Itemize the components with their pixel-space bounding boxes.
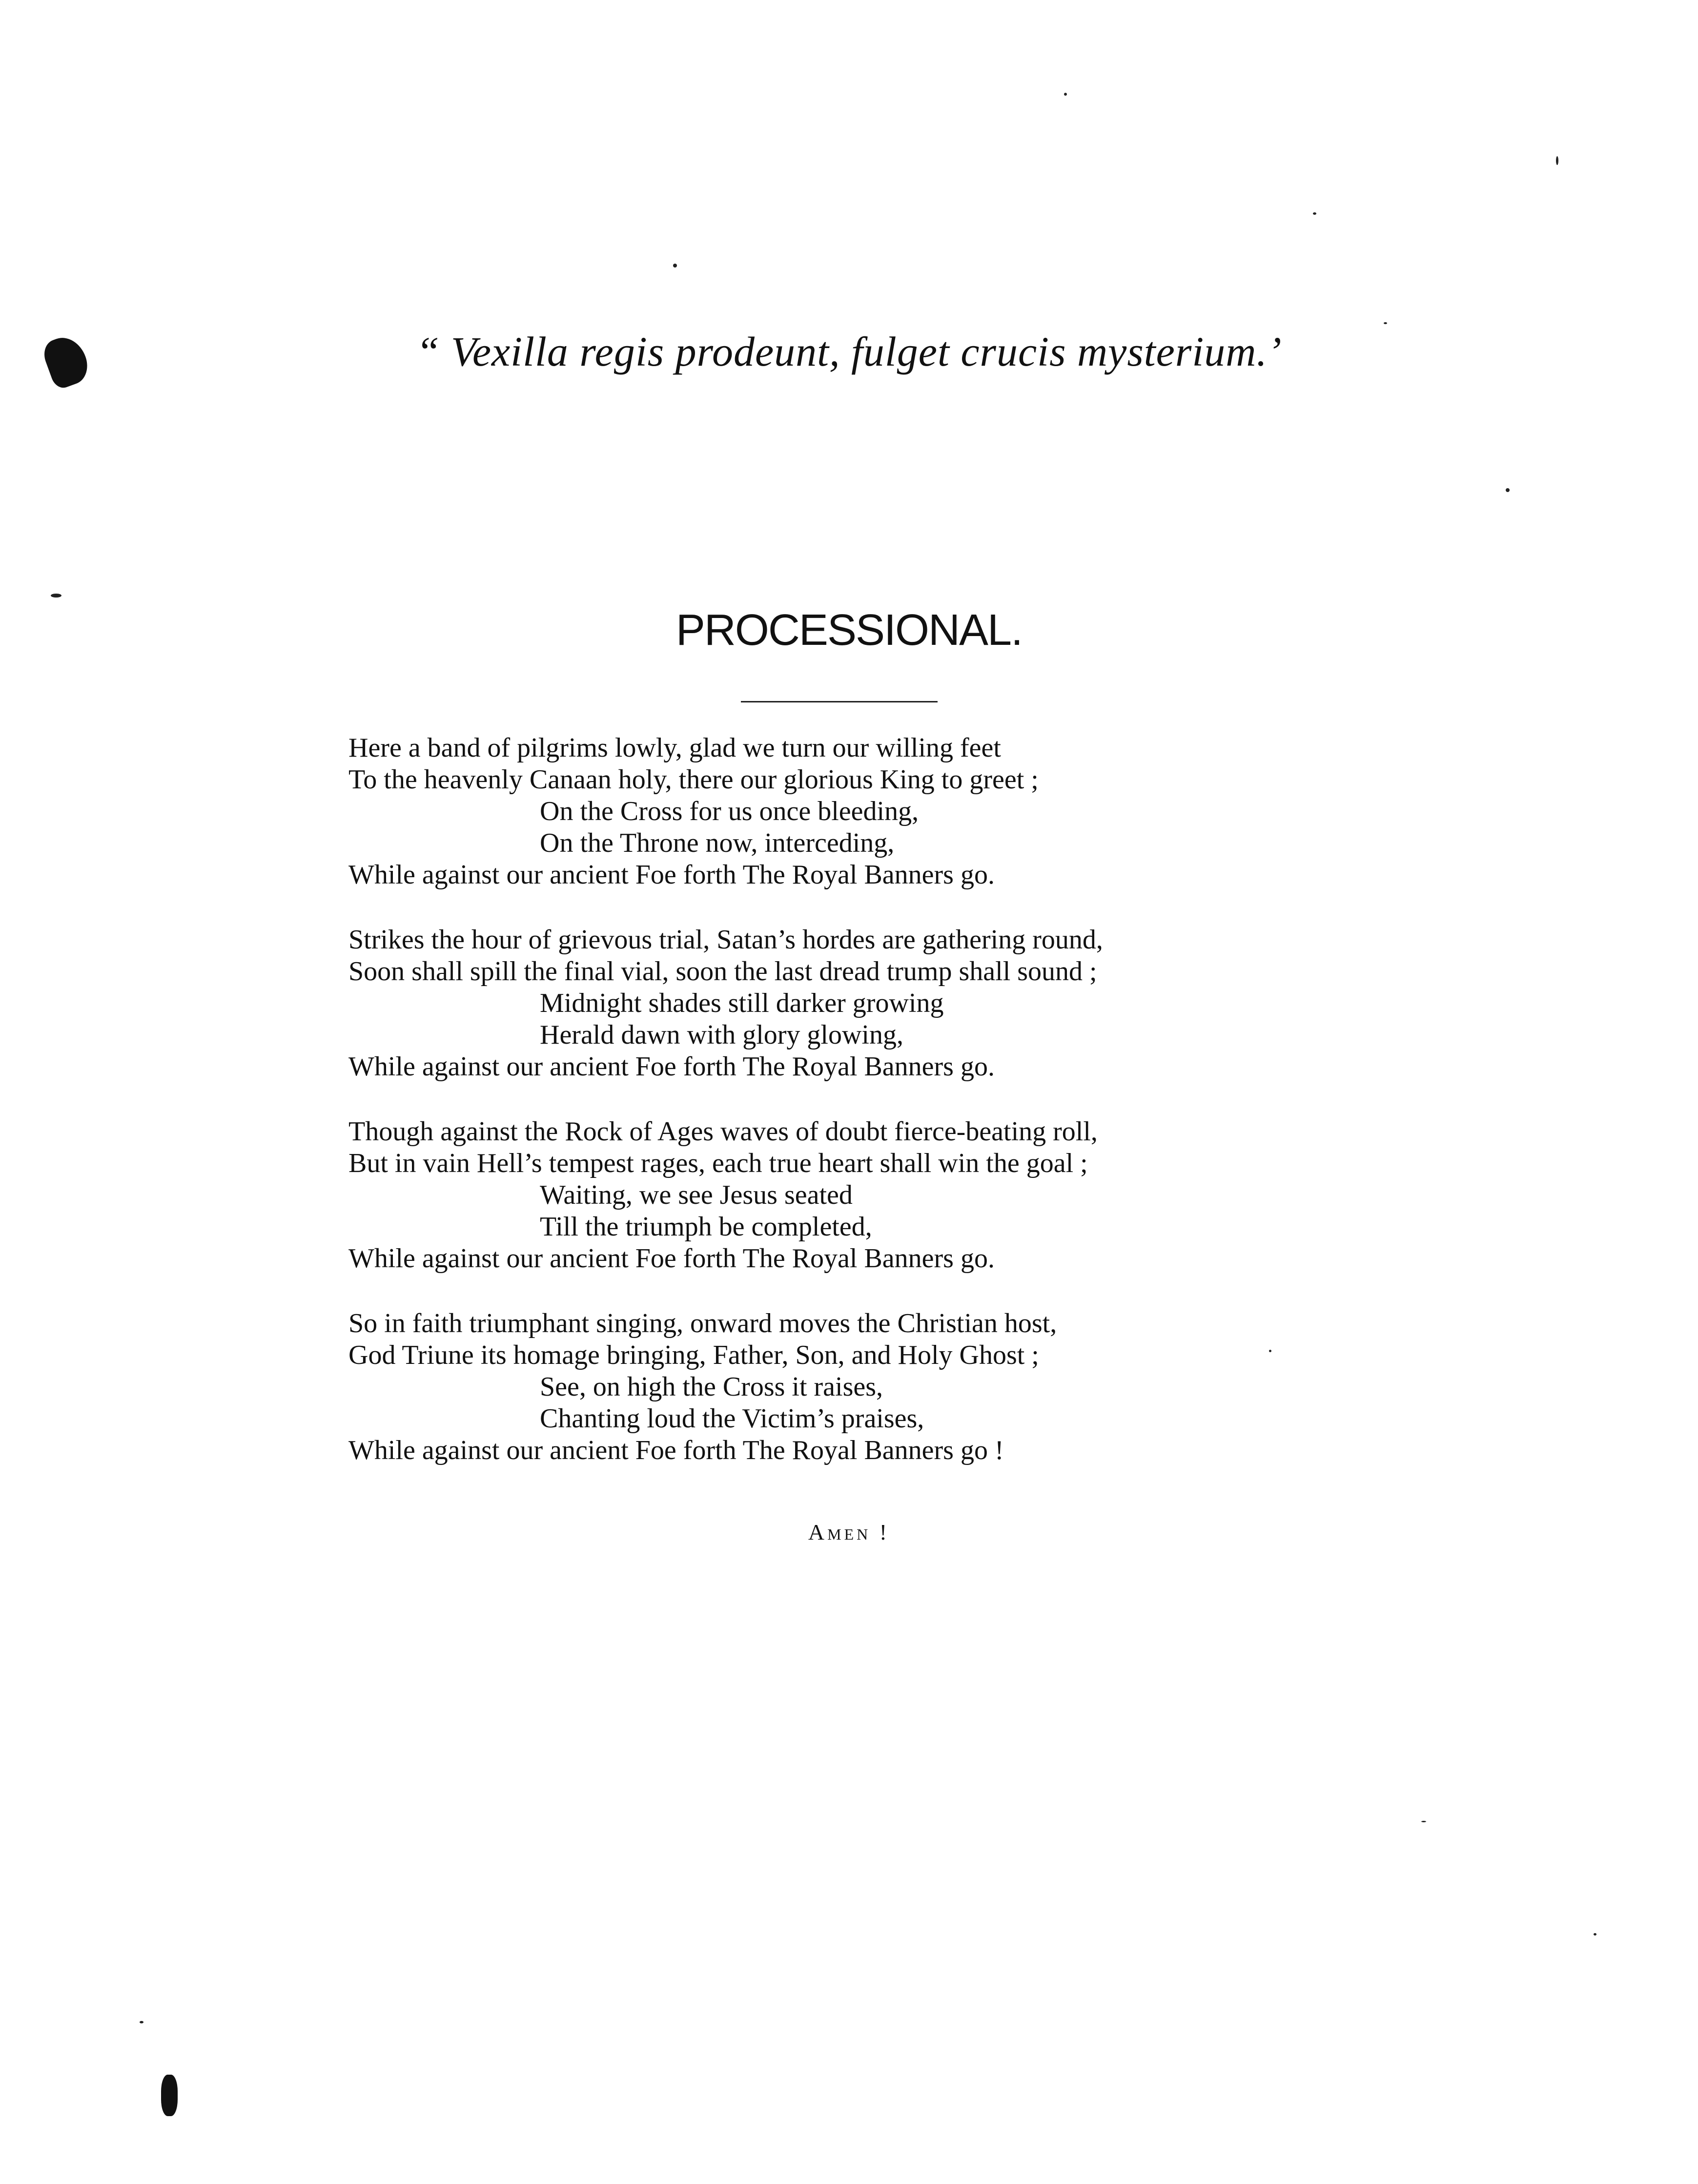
stanza-line-indented: Chanting loud the Victim’s praises, — [540, 1403, 924, 1434]
stanza-line: So in faith triumphant singing, onward moves the Christian host, — [348, 1308, 1057, 1339]
scan-speck — [140, 2021, 143, 2023]
stanza-line-indented: Waiting, we see Jesus seated — [540, 1180, 853, 1210]
refrain-line: While against our ancient Foe forth The Royal Banners go. — [348, 1051, 995, 1082]
scan-speck — [1594, 1933, 1596, 1936]
hymn-text — [348, 732, 1520, 1500]
scan-speck — [1421, 1821, 1426, 1822]
scan-speck — [673, 264, 677, 268]
amen-closing: Amen ! — [808, 1520, 890, 1545]
stanza-line: To the heavenly Canaan holy, there our glorious King to greet ; — [348, 764, 1039, 795]
scan-speck — [1269, 1350, 1271, 1352]
scan-speck — [1556, 156, 1558, 165]
latin-epigraph: “ Vexilla regis prodeunt, fulget crucis mysterium.’ — [416, 328, 1282, 375]
scan-blot — [161, 2075, 178, 2116]
refrain-line: While against our ancient Foe forth The Royal Banners go ! — [348, 1435, 1004, 1465]
stanza-line-indented: Till the triumph be completed, — [540, 1212, 872, 1242]
stanza-line: Strikes the hour of grievous trial, Satan’s hordes are gathering round, — [348, 925, 1103, 955]
stanza-line: Here a band of pilgrims lowly, glad we turn our willing feet — [348, 733, 1001, 763]
stanza-line-indented: Herald dawn with glory glowing, — [540, 1020, 903, 1050]
refrain-line: While against our ancient Foe forth The Royal Banners go. — [348, 1243, 995, 1274]
stanza — [348, 1308, 1520, 1466]
stanza-line-indented: On the Throne now, interceding, — [540, 828, 895, 858]
scan-speck — [1313, 212, 1316, 215]
stanza-line: Soon shall spill the final vial, soon the last dread trump shall sound ; — [348, 956, 1097, 987]
scan-speck — [1506, 488, 1510, 492]
page-title: PROCESSIONAL. — [675, 606, 1023, 655]
stanza — [348, 924, 1520, 1083]
scan-speck — [1384, 322, 1387, 324]
stanza-line-indented: Midnight shades still darker growing — [540, 988, 944, 1018]
stanza-line-indented: On the Cross for us once bleeding, — [540, 796, 919, 826]
stanza-line: Though against the Rock of Ages waves of doubt fierce-beating roll, — [348, 1116, 1098, 1147]
scan-speck — [51, 594, 61, 598]
title-divider — [741, 701, 938, 702]
stanza — [348, 732, 1520, 891]
stanza — [348, 1116, 1520, 1275]
scan-speck — [1064, 93, 1067, 96]
stanza-line: God Triune its homage bringing, Father, Son, and Holy Ghost ; — [348, 1340, 1039, 1370]
stanza-line: But in vain Hell’s tempest rages, each true heart shall win the goal ; — [348, 1148, 1088, 1178]
stanza-line-indented: See, on high the Cross it raises, — [540, 1372, 883, 1402]
refrain-line: While against our ancient Foe forth The Royal Banners go. — [348, 860, 995, 890]
